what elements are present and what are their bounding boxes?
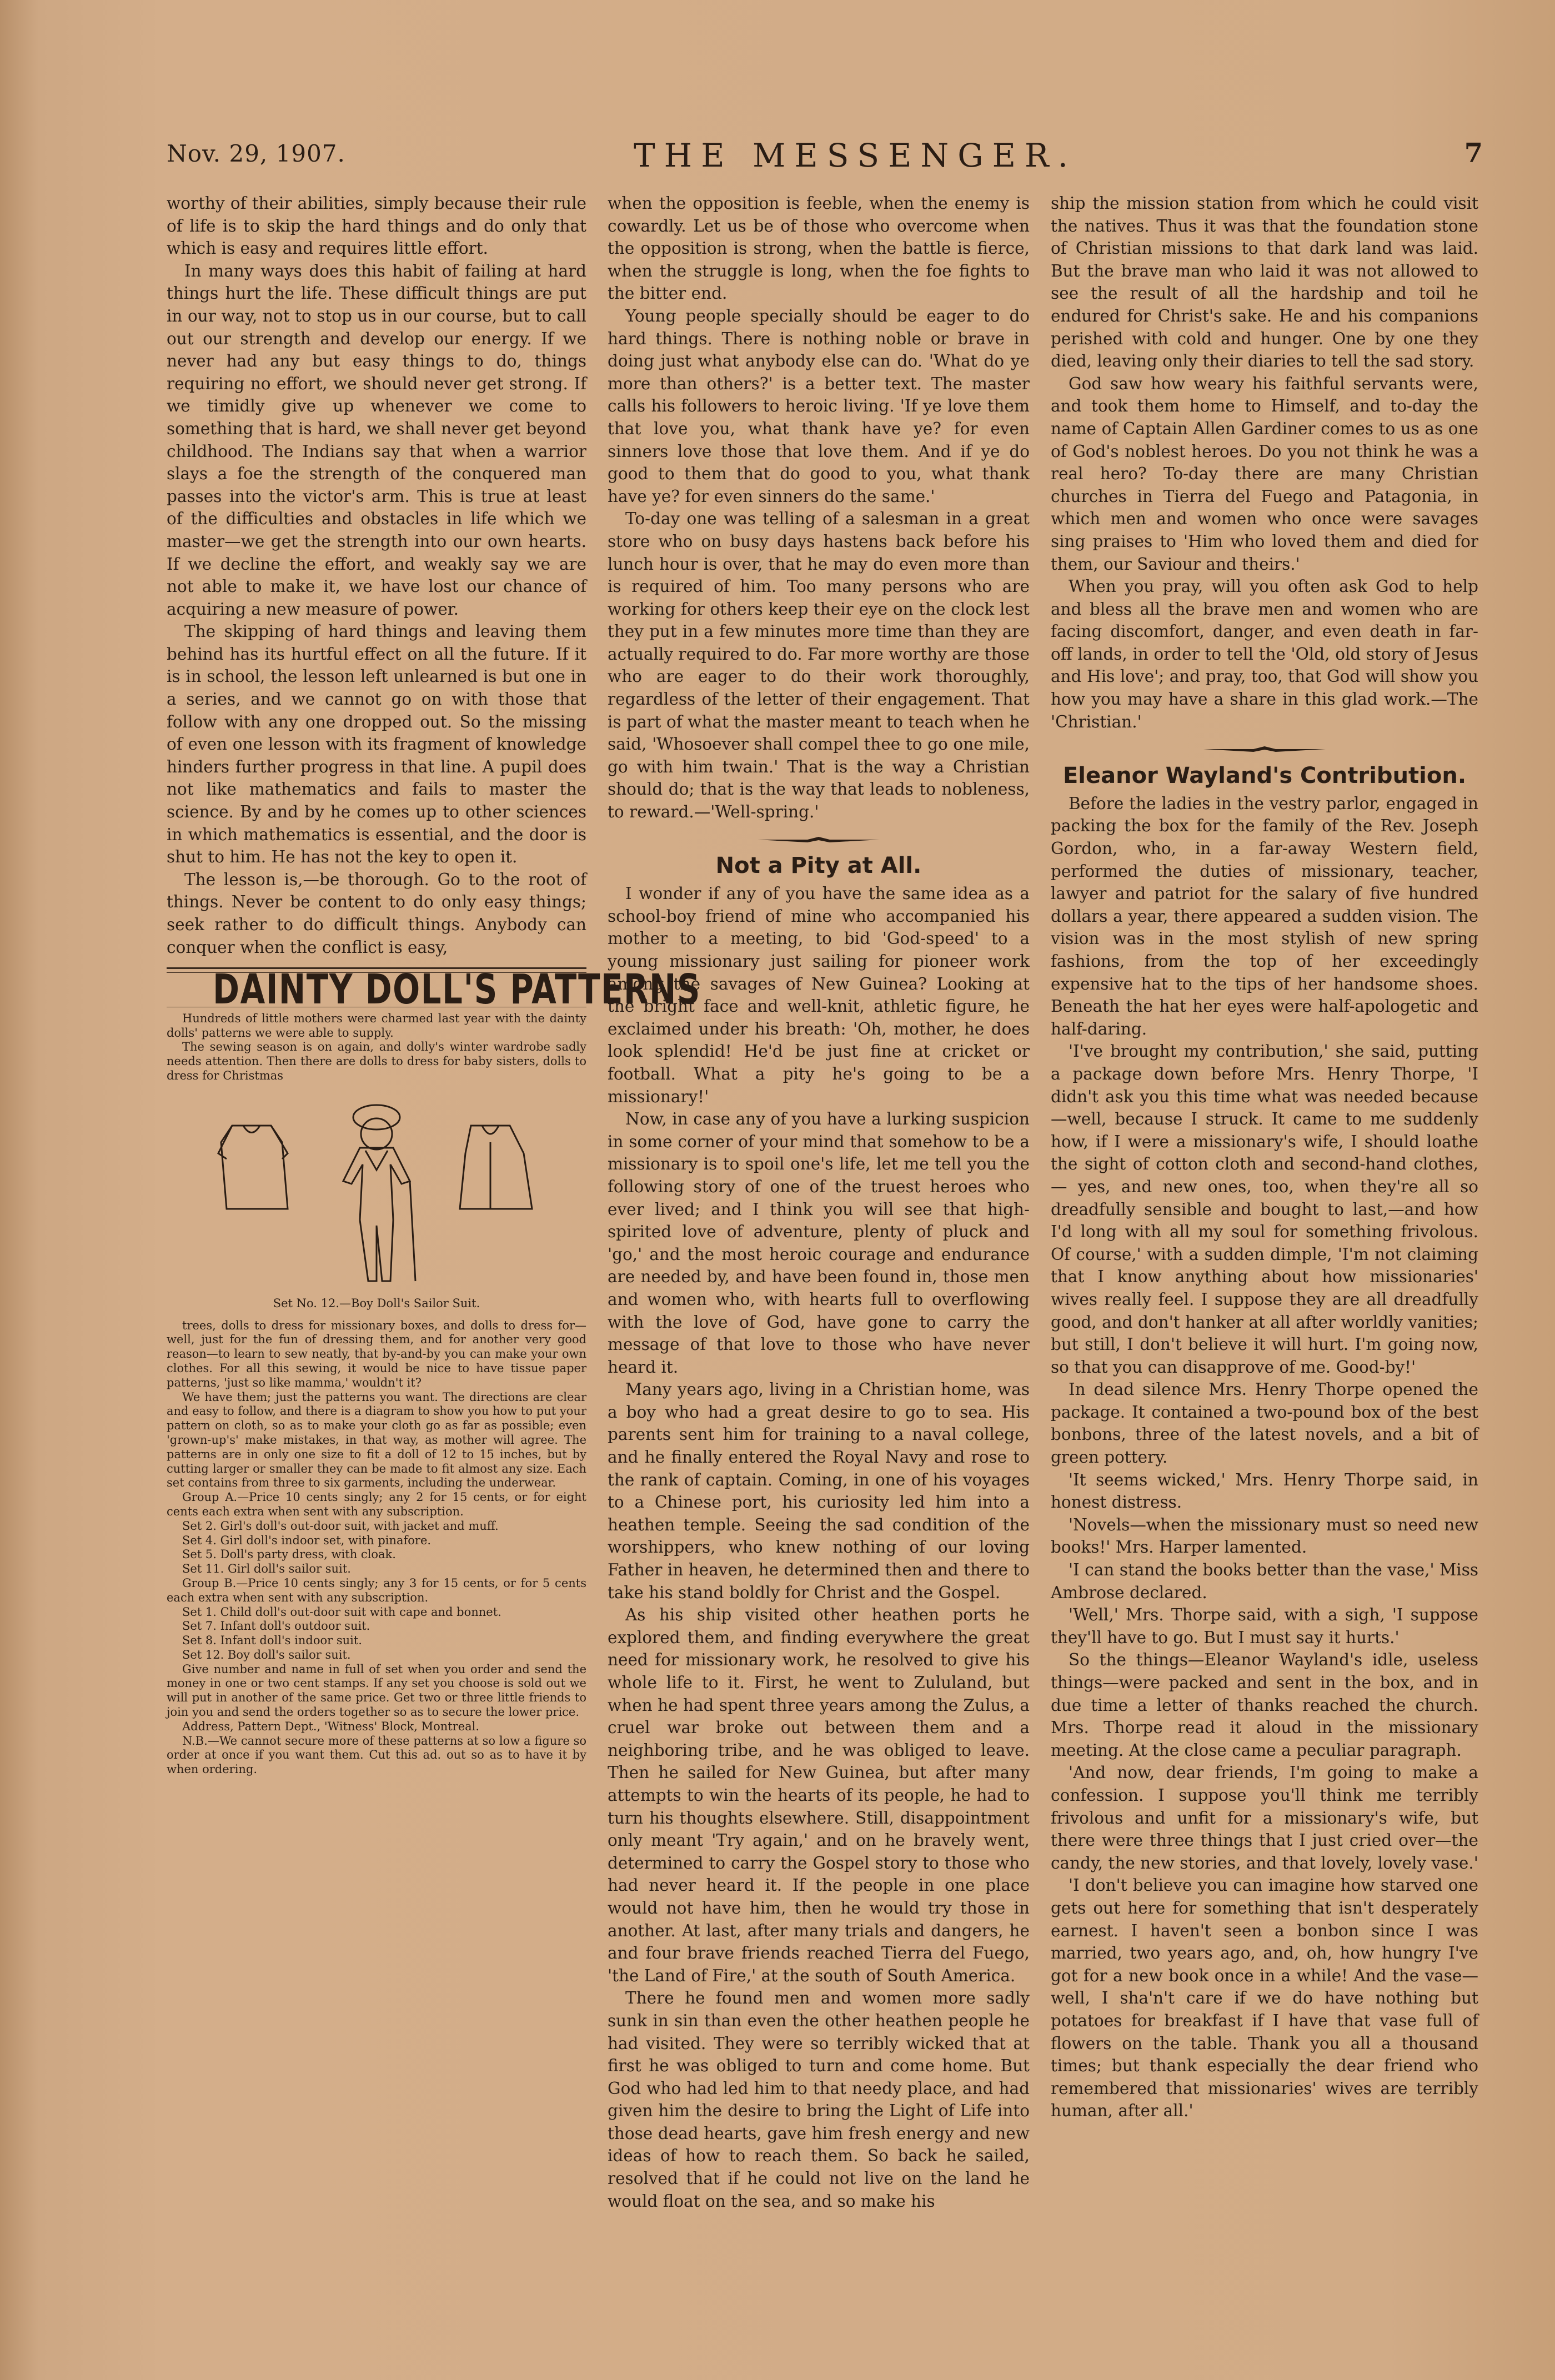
ad-paragraph: Group A.—Price 10 cents singly; any 2 for 15 cents, or for eight cents each extra when sent with any subscription. <box>167 1490 586 1518</box>
paragraph: worthy of their abilities, simply because their rule of life is to skip the hard things and do only that which is easy and requires little effort. <box>167 194 586 258</box>
paragraph: The skipping of hard things and leaving them behind has its hurtful effect on all the future. If it is in school, the lesson left unlearned is but one in a series, and we cannot go on with those that follow with any one dropped out. So the missing of even one lesson with its fragment of knowledge hinders further progress in that line. A pupil does not like mathematics and fails to master the science. By and by he comes up to other sciences in which mathematics is essential, and the door is shut to him. He has not the key to open it. <box>167 622 586 867</box>
ad-intro-2: The sewing season is on again, and dolly's winter wardrobe sadly needs attention. Then there are dolls to dress for baby sisters, dolls to dress for Christmas <box>167 1040 586 1082</box>
ad-paragraph: Give number and name in full of set when you order and send the money in one or two cent stamps. If any set you choose is sold out we will put in another of the same price. Get two or three little friends to join you and send the orders together so as to secure the lower price. <box>167 1662 586 1719</box>
column-1 <box>167 192 701 1777</box>
paragraph: 'I've brought my contribution,' she said, putting a package down before Mrs. Henry Thorpe, 'I didn't ask you this time what was needed because—well, because I struck. It came to me suddenly how, if I were a missionary's wife, I should loathe the sight of cotton cloth and second-hand clothes,— yes, and new ones, too, when they're all so dreadfully sensible and bought to last,—and how I'd long with all my soul for something frivolous. Of course,' with a sudden dimple, 'I'm not claiming that I know anything about how missionaries' wives really feel. I suppose they are all dreadfully good, and don't hanker at all after worldly vanities; but still, I don't believe it will hurt. I'm going now, so that you can disapprove of me. Good-by!' <box>1051 1042 1478 1377</box>
ad-paragraph: trees, dolls to dress for missionary boxes, and dolls to dress for—well, just for the fun of dressing them, and for another very good reason—to learn to sew neatly, that by-and-by you can make your own clothes. For all this sewing, it would be nice to have tissue paper patterns, 'just so like mamma,' wouldn't it? <box>167 1318 586 1389</box>
ad-set-item: Set 11. Girl doll's sailor suit. <box>182 1562 351 1576</box>
paragraph: 'Novels—when the missionary must so need new books!' Mrs. Harper lamented. <box>1051 1515 1478 1557</box>
issue-date: Nov. 29, 1907. <box>167 140 345 167</box>
illustration-caption: Set No. 12.—Boy Doll's Sailor Suit. <box>273 1296 480 1310</box>
page-header <box>167 137 1488 179</box>
masthead-title: THE MESSENGER. <box>633 137 1077 174</box>
paragraph: Many years ago, living in a Christian home, was a boy who had a great desire to go to sea. His parents sent him for training to a naval college, and he finally entered the Royal Navy and rose to the rank of captain. Coming, in one of his voyages to a Chinese port, his curiosity led him into a heathen temple. Seeing the sad condition of the worshippers, who knew nothing of our loving Father in heaven, he determined then and there to take his stand boldly for Christ and the Gospel. <box>608 1380 1030 1602</box>
paragraph: I wonder if any of you have the same idea as a school-boy friend of mine who accompanied his mother to a meeting, to bid 'God-speed' to a young missionary just sailing for pioneer work among the savages of New Guinea? Looking at the bright face and well-knit, athletic figure, he exclaimed under his breath: 'Oh, mother, he does look splendid! He'd be just fine at cricket or football. What a pity he's going to be a missionary!' <box>608 884 1030 1106</box>
paragraph: There he found men and women more sadly sunk in sin than even the other heathen people he had visited. They were so terribly wicked that at first he was obliged to turn and come home. But God who had led him to that needy place, and had given him the desire to bring the Light of Life into those dead hearts, gave him fresh energy and new ideas of how to reach them. So back he sailed, resolved that if he could not live on the land he would float on the sea, and so make his <box>608 1989 1030 2211</box>
ad-paragraph: Group B.—Price 10 cents singly; any 3 for 15 cents, or for 5 cents each extra when sent with any subscription. <box>167 1576 586 1604</box>
paragraph: In dead silence Mrs. Henry Thorpe opened the package. It contained a two-pound box of the best bonbons, three of the latest novels, and a bit of green pottery. <box>1051 1380 1478 1467</box>
paragraph: As his ship visited other heathen ports he explored them, and finding everywhere the great need for missionary work, he resolved to give his whole life to it. First, he went to Zululand, but when he had spent three years among the Zulus, a cruel war broke out between them and a neighboring tribe, and he was obliged to leave. Then he sailed for New Guinea, but after many attempts to win the hearts of its people, he had to turn his thoughts elsewhere. Still, disappointment only meant 'Try again,' and on he bravely went, determined to carry the Gospel story to those who had never heard it. If the people in one place would not have him, then he would try those in another. At last, after many trials and dangers, he and four brave friends reached Tierra del Fuego, 'the Land of Fire,' at the south of South America. <box>608 1605 1030 1985</box>
paragraph: 'I don't believe you can imagine how starved one gets out here for something that isn't desperately earnest. I haven't seen a bonbon since I was married, two years ago, and, oh, how hungry I've got for a new book once in a while! And the vase—well, I sha'n't care if we do have nothing but potatoes for breakfast if I have that vase full of flowers on the table. Thank you all a thousand times; but thank especially the dear friend who remembered that missionaries' wives are terribly human, after all.' <box>1051 1876 1478 2121</box>
ad-paragraph: We have them; just the patterns you want. The directions are clear and easy to follow, and there is a diagram to show you how to put your pattern on cloth, so as to make your cloth go as far as possible; even 'grown-up's' make mistakes, in that way, as mother will agree. The patterns are in only one size to fit a doll of 12 to 15 inches, but by cutting larger or smaller they can be made to fit almost any size. Each set contains from three to six garments, including the underwear. <box>167 1390 586 1490</box>
ad-note: N.B.—We cannot secure more of these patterns at so low a figure so order at once if you want them. Cut this ad. out so as to have it by when ordering. <box>167 1734 586 1776</box>
paragraph: 'I can stand the books better than the vase,' Miss Ambrose declared. <box>1051 1560 1478 1602</box>
paragraph: 'Well,' Mrs. Thorpe said, with a sigh, 'I suppose they'll have to go. But I must say it hurts.' <box>1051 1605 1478 1647</box>
ad-intro: Hundreds of little mothers were charmed last year with the dainty dolls' patterns we were able to supply. <box>167 1011 586 1040</box>
paragraph: 'And now, dear friends, I'm going to make a confession. I suppose you'll think me terribly frivolous and unfit for a missionary's wife, but there were three things that I just cried over—the candy, the new stories, and that lovely, lovely vase.' <box>1051 1763 1478 1872</box>
ad-title: DAINTY DOLL'S PATTERNS <box>213 966 701 1014</box>
section-separator <box>1051 736 1478 759</box>
column-2 <box>608 192 1030 2212</box>
paragraph: So the things—Eleanor Wayland's idle, useless things—were packed and sent in the box, and in due time a letter of thanks reached the church. Mrs. Thorpe read it aloud in the missionary meeting. At the close came a peculiar paragraph. <box>1051 1650 1478 1760</box>
paragraph: ship the mission station from which he could visit the natives. Thus it was that the foundation stone of Christian missions to that dark land was laid. But the brave man who laid it was not allowed to see the result of all the hardship and toil he endured for Christ's sake. He and his companions perished with cold and hunger. One by one they died, leaving only their diaries to tell the sad story. <box>1051 194 1478 371</box>
paragraph: In many ways does this habit of failing at hard things hurt the life. These difficult things are put in our way, not to stop us in our course, but to call out our strength and develop our energy. If we never had any but easy things to do, things requiring no effort, we should never get strong. If we timidly give up whenever we come to something that is hard, we shall never get beyond childhood. The Indians say that when a warrior slays a foe the strength of the conquered man passes into the victor's arm. This is true at least of the difficulties and obstacles in life which we master—we get the strength into our own hearts. If we decline the effort, and weakly say we are not able to make it, we have lost our chance of acquiring a new measure of power. <box>167 261 586 619</box>
ad-set-item: Set 12. Boy doll's sailor suit. <box>182 1648 351 1661</box>
paragraph: Now, in case any of you have a lurking suspicion in some corner of your mind that somehow to be a missionary is to spoil one's life, let me tell you the following story of one of the truest heroes who ever lived; and I think you will see that high-spirited love of adventure, plenty of pluck and 'go,' and the most heroic courage and endurance are needed by, and have been found in, those men and women who, with hearts full to overflowing with the love of God, have gone to carry the message of that love to those who have never heard it. <box>608 1109 1030 1377</box>
paragraph: When you pray, will you often ask God to help and bless all the brave men and women who are facing discomfort, danger, and even death in far-off lands, in order to tell the 'Old, old story of Jesus and His love'; and pray, too, that God will show you how you may have a share in this glad work.—The 'Christian.' <box>1051 577 1478 731</box>
paragraph: God saw how weary his faithful servants were, and took them home to Himself, and to-day the name of Captain Allen Gardiner comes to us as one of God's noblest heroes. Do you not think he was a real hero? To-day there are many Christian churches in Tierra del Fuego and Patagonia, in which men and women who once were savages sing praises to 'Him who loved them and died for them, our Saviour and theirs.' <box>1051 374 1478 574</box>
article-heading: Not a Pity at All. <box>715 853 922 879</box>
ad-set-item: Set 2. Girl's doll's out-door suit, with jacket and muff. <box>182 1519 499 1533</box>
paragraph: 'It seems wicked,' Mrs. Henry Thorpe said, in honest distress. <box>1051 1470 1478 1512</box>
ad-set-item: Set 4. Girl doll's indoor set, with pinafore. <box>182 1533 432 1547</box>
sailor-suit-illustration <box>210 1092 543 1292</box>
article-heading: Eleanor Wayland's Contribution. <box>1062 762 1467 789</box>
column-3 <box>1051 192 1478 2122</box>
doll-patterns-ad <box>167 1012 586 1777</box>
ad-set-item: Set 8. Infant doll's indoor suit. <box>182 1634 362 1648</box>
paragraph: Before the ladies in the vestry parlor, engaged in packing the box for the family of the Rev. Joseph Gordon, who, in a far-away Western field, performed the duties of missionary, teacher, lawyer and patriot for the salary of five hundred dollars a year, there appeared a sudden vision. The vision was in the most stylish of new spring fashions, from the top of her exceedingly expensive hat to the tips of her handsome shoes. Beneath the hat her eyes were half-apologetic and half-daring. <box>1051 794 1478 1038</box>
paragraph: when the opposition is feeble, when the enemy is cowardly. Let us be of those who overcome when the opposition is strong, when the battle is fierce, when the struggle is long, when the foe fights to the bitter end. <box>608 194 1030 303</box>
ad-set-item: Set 1. Child doll's out-door suit with cape and bonnet. <box>182 1605 501 1619</box>
paragraph: The lesson is,—be thorough. Go to the root of things. Never be content to do only easy things; seek rather to do difficult things. Anybody can conquer when the conflict is easy, <box>167 870 586 957</box>
section-separator <box>608 827 1030 850</box>
ad-address: Address, Pattern Dept., 'Witness' Block, Montreal. <box>182 1719 480 1733</box>
ad-set-item: Set 5. Doll's party dress, with cloak. <box>182 1548 396 1561</box>
ad-set-item: Set 7. Infant doll's outdoor suit. <box>182 1619 370 1633</box>
paragraph: Young people specially should be eager to do hard things. There is nothing noble or brave in doing just what anybody else can do. 'What do ye more than others?' is a better text. The master calls his followers to heroic living. 'If ye love them that love you, what thank have ye? for even sinners love those that love them. And if ye do good to them that do good to you, what thank have ye? for even sinners do the same.' <box>608 306 1030 506</box>
page-number: 7 <box>1464 138 1483 169</box>
paragraph: To-day one was telling of a salesman in a great store who on busy days hastens back before his lunch hour is over, that he may do even more than is required of him. Too many persons who are working for others keep their eye on the clock lest they put in a few minutes more time than they are actually required to do. Far more worthy are those who are eager to do their work thoroughly, regardless of the letter of their engagement. That is part of what the master meant to teach when he said, 'Whosoever shall compel thee to go one mile, go with him twain.' That is the way a Christian should do; that is the way that leads to nobleness, to reward.—'Well-spring.' <box>608 509 1030 822</box>
